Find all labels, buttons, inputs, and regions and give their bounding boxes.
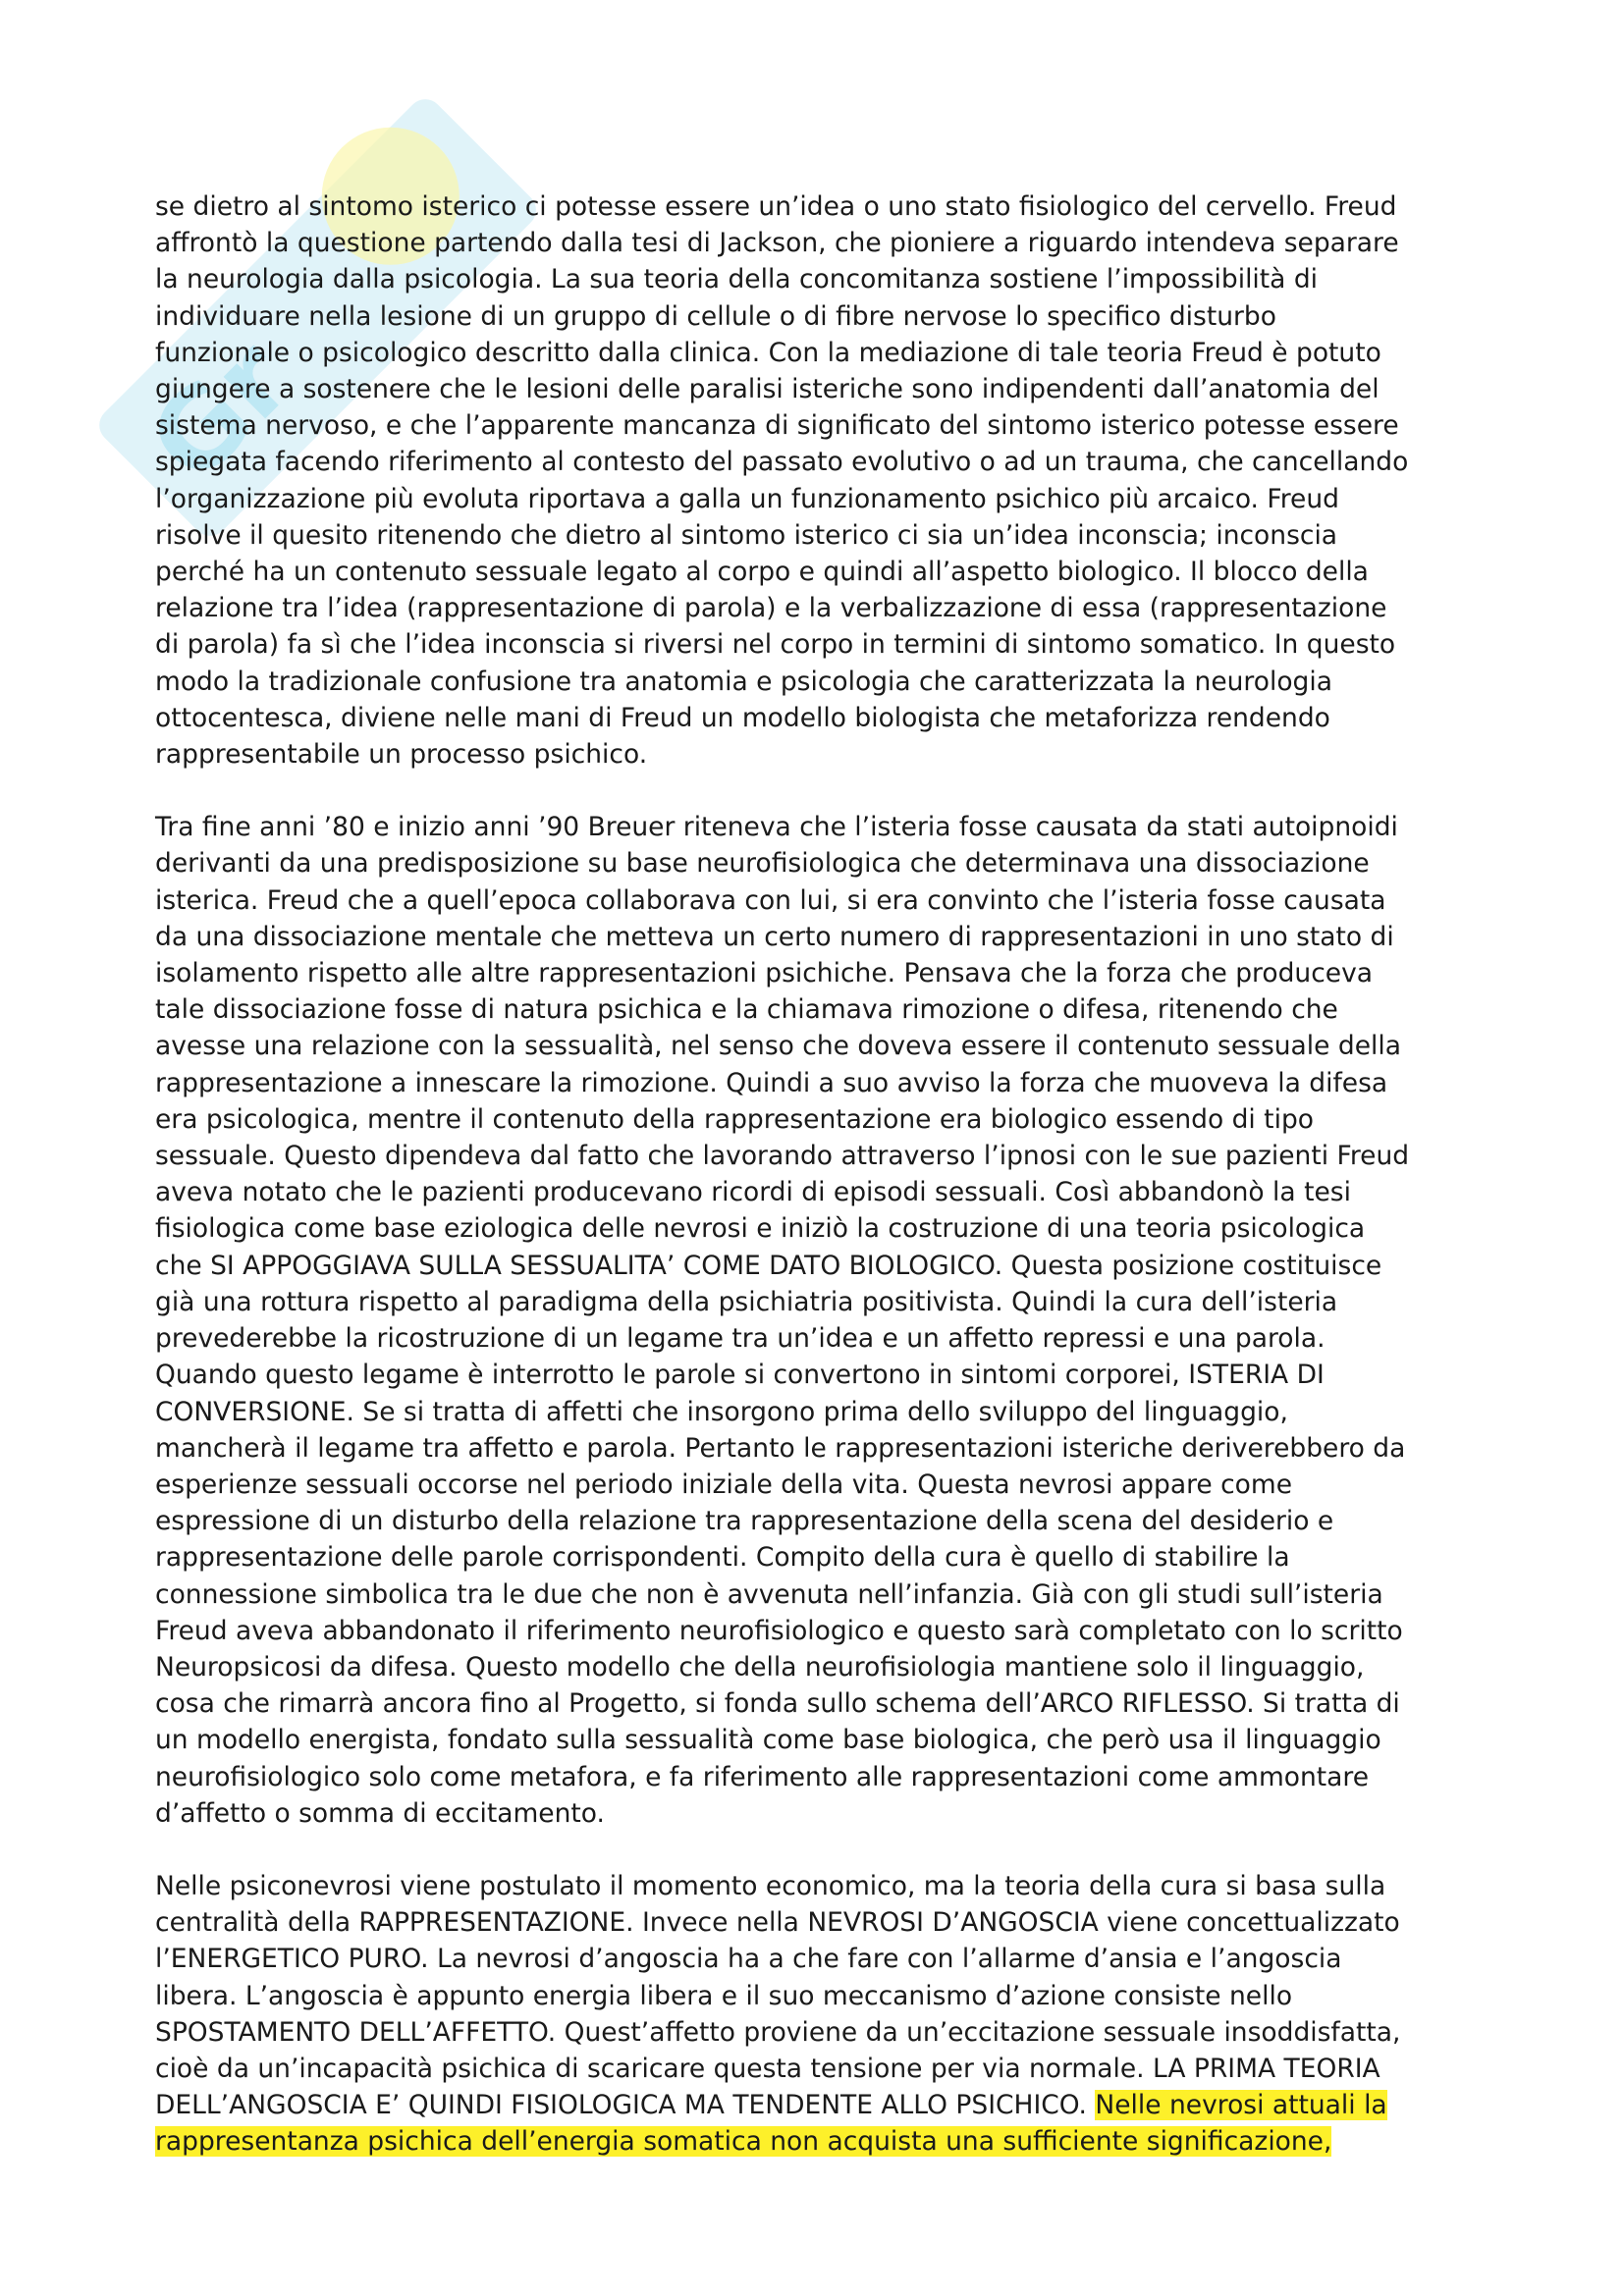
text-line: Tra fine anni ’80 e inizio anni ’90 Breuer riteneva che l’isteria fosse causata da stati autoipnoidi — [155, 812, 1398, 843]
text-line: fisiologica come base eziologica delle nevrosi e iniziò la costruzione di una teoria psicologica — [155, 1213, 1366, 1245]
text-line: centralità della RAPPRESENTAZIONE. Invece nella NEVROSI D’ANGOSCIA viene concettualizzato — [155, 1907, 1400, 1939]
text-line: rappresentazione a innescare la rimozione. Quindi a suo avviso la forza che muoveva la difesa — [155, 1067, 1388, 1098]
text-line: neurofisiologico solo come metafora, e fa riferimento alle rappresentazioni come ammontare — [155, 1761, 1370, 1792]
text-segment: DELL’ANGOSCIA E’ QUINDI FISIOLOGICA MA TENDENTE ALLO PSICHICO. — [155, 2090, 1096, 2121]
text-line: l’organizzazione più evoluta riportava a galla un funzionamento psichico più arcaico. Freud — [155, 483, 1339, 514]
text-line: mancherà il legame tra affetto e parola. Pertanto le rappresentazioni isteriche deriverebbero da — [155, 1432, 1406, 1464]
text-line: cioè da un’incapacità psichica di scaricare questa tensione per via normale. LA PRIMA TEORIA — [155, 2053, 1380, 2084]
text-line: perché ha un contenuto sessuale legato al corpo e quindi all’aspetto biologico. Il blocco della — [155, 557, 1369, 588]
text-line: prevederebbe la ricostruzione di un legame tra un’idea e un affetto repressi e una parola. — [155, 1323, 1325, 1355]
text-line: risolve il quesito ritenendo che dietro al sintomo isterico ci sia un’idea inconscia; inconscia — [155, 519, 1338, 551]
text-line: se dietro al sintomo isterico ci potesse essere un’idea o uno stato fisiologico del cervello. Freud — [155, 191, 1397, 222]
text-line: cosa che rimarrà ancora fino al Progetto, si fonda sullo schema dell’ARCO RIFLESSO. Si tratta di — [155, 1688, 1400, 1720]
text-line: rappresentabile un processo psichico. — [155, 739, 648, 771]
text-line: aveva notato che le pazienti producevano ricordi di episodi sessuali. Così abbandonò la tesi — [155, 1177, 1351, 1208]
highlighted-text: Nelle nevrosi attuali la — [1095, 2090, 1387, 2121]
text-line: rappresentazione delle parole corrispondenti. Compito della cura è quello di stabilire la — [155, 1542, 1290, 1574]
text-line: isterica. Freud che a quell’epoca collaborava con lui, si era convinto che l’isteria fosse causata — [155, 884, 1386, 916]
text-line: Neuropsicosi da difesa. Questo modello che della neurofisiologia mantiene solo il linguaggio, — [155, 1651, 1365, 1682]
text-line: CONVERSIONE. Se si tratta di affetti che insorgono prima dello sviluppo del linguaggio, — [155, 1396, 1288, 1427]
text-line: spiegata facendo riferimento al contesto del passato evolutivo o ad un trauma, che cancellando — [155, 447, 1409, 478]
text-line: ottocentesca, diviene nelle mani di Freud un modello biologista che metaforizza rendendo — [155, 702, 1330, 733]
text-line: modo la tradizionale confusione tra anatomia e psicologia che caratterizzata la neurologia — [155, 666, 1332, 697]
text-line: connessione simbolica tra le due che non è avvenuta nell’infanzia. Già con gli studi sull’isteria — [155, 1578, 1383, 1610]
text-line: Freud aveva abbandonato il riferimento neurofisiologico e questo sarà completato con lo scritto — [155, 1615, 1403, 1646]
text-line: giungere a sostenere che le lesioni delle paralisi isteriche sono indipendenti dall’anatomia del — [155, 374, 1380, 405]
text-line: esperienze sessuali occorse nel periodo iniziale della vita. Questa nevrosi appare come — [155, 1468, 1293, 1500]
text-line: d’affetto o somma di eccitamento. — [155, 1797, 605, 1829]
text-line-highlighted — [155, 2123, 1476, 2160]
text-line: tale dissociazione fosse di natura psichica e la chiamava rimozione o difesa, ritenendo che — [155, 994, 1338, 1026]
text-line: Quando questo legame è interrotto le parole si convertono in sintomi corporei, ISTERIA DI — [155, 1360, 1325, 1391]
highlighted-text: rappresentanza psichica dell’energia somatica non acquista una sufficiente significazione, — [155, 2126, 1332, 2158]
text-line: relazione tra l’idea (rappresentazione di parola) e la verbalizzazione di essa (rappresentazione — [155, 593, 1387, 624]
text-line: libera. L’angoscia è appunto energia libera e il suo meccanismo d’azione consiste nello — [155, 1980, 1293, 2011]
text-line: avesse una relazione con la sessualità, nel senso che doveva essere il contenuto sessuale della — [155, 1031, 1401, 1062]
text-line: affrontò la questione partendo dalla tesi di Jackson, che pioniere a riguardo intendeva separare — [155, 228, 1399, 259]
text-line: sistema nervoso, e che l’apparente mancanza di significato del sintomo isterico potesse essere — [155, 410, 1399, 442]
text-line: l’ENERGETICO PURO. La nevrosi d’angoscia ha a che fare con l’allarme d’ansia e l’angoscia — [155, 1944, 1342, 1975]
text-line: individuare nella lesione di un gruppo di cellule o di fibre nervose lo specifico disturbo — [155, 300, 1276, 332]
text-line: un modello energista, fondato sulla sessualità come base biologica, che però usa il linguaggio — [155, 1725, 1381, 1756]
paragraph-3 — [155, 1868, 1476, 2161]
text-line: che SI APPOGGIAVA SULLA SESSUALITA’ COME DATO BIOLOGICO. Questa posizione costituisce — [155, 1250, 1382, 1281]
text-line: da una dissociazione mentale che metteva un certo numero di rappresentazioni in uno stato di — [155, 921, 1394, 952]
text-line: derivanti da una predisposizione su base neurofisiologica che determinava una dissociazione — [155, 848, 1370, 880]
body-text — [155, 188, 1476, 2197]
text-line: di parola) fa sì che l’idea inconscia si riversi nel corpo in termini di sintomo somatico. In questo — [155, 629, 1396, 661]
text-line: espressione di un disturbo della relazione tra rappresentazione della scena del desiderio e — [155, 1506, 1334, 1537]
svg-text:Gr: Gr — [125, 316, 315, 507]
text-line-mixed — [155, 2087, 1476, 2123]
text-line: la neurologia dalla psicologia. La sua teoria della concomitanza sostiene l’impossibilità di — [155, 264, 1319, 295]
paragraph-1 — [155, 188, 1476, 773]
text-line: funzionale o psicologico descritto dalla clinica. Con la mediazione di tale teoria Freud è potuto — [155, 337, 1381, 368]
text-line: Nelle psiconevrosi viene postulato il momento economico, ma la teoria della cura si basa sulla — [155, 1870, 1386, 1901]
text-line: già una rottura rispetto al paradigma della psichiatria positivista. Quindi la cura dell’isteria — [155, 1286, 1338, 1317]
text-line: era psicologica, mentre il contenuto della rappresentazione era biologico essendo di tipo — [155, 1103, 1314, 1135]
text-line: SPOSTAMENTO DELL’AFFETTO. Quest’affetto proviene da un’eccitazione sessuale insoddisfatta, — [155, 2016, 1401, 2048]
paragraph-2 — [155, 809, 1476, 1832]
text-line: isolamento rispetto alle altre rappresentazioni psichiche. Pensava che la forza che produceva — [155, 958, 1373, 989]
text-line: sessuale. Questo dipendeva dal fatto che lavorando attraverso l’ipnosi con le sue pazienti Freud — [155, 1141, 1410, 1172]
